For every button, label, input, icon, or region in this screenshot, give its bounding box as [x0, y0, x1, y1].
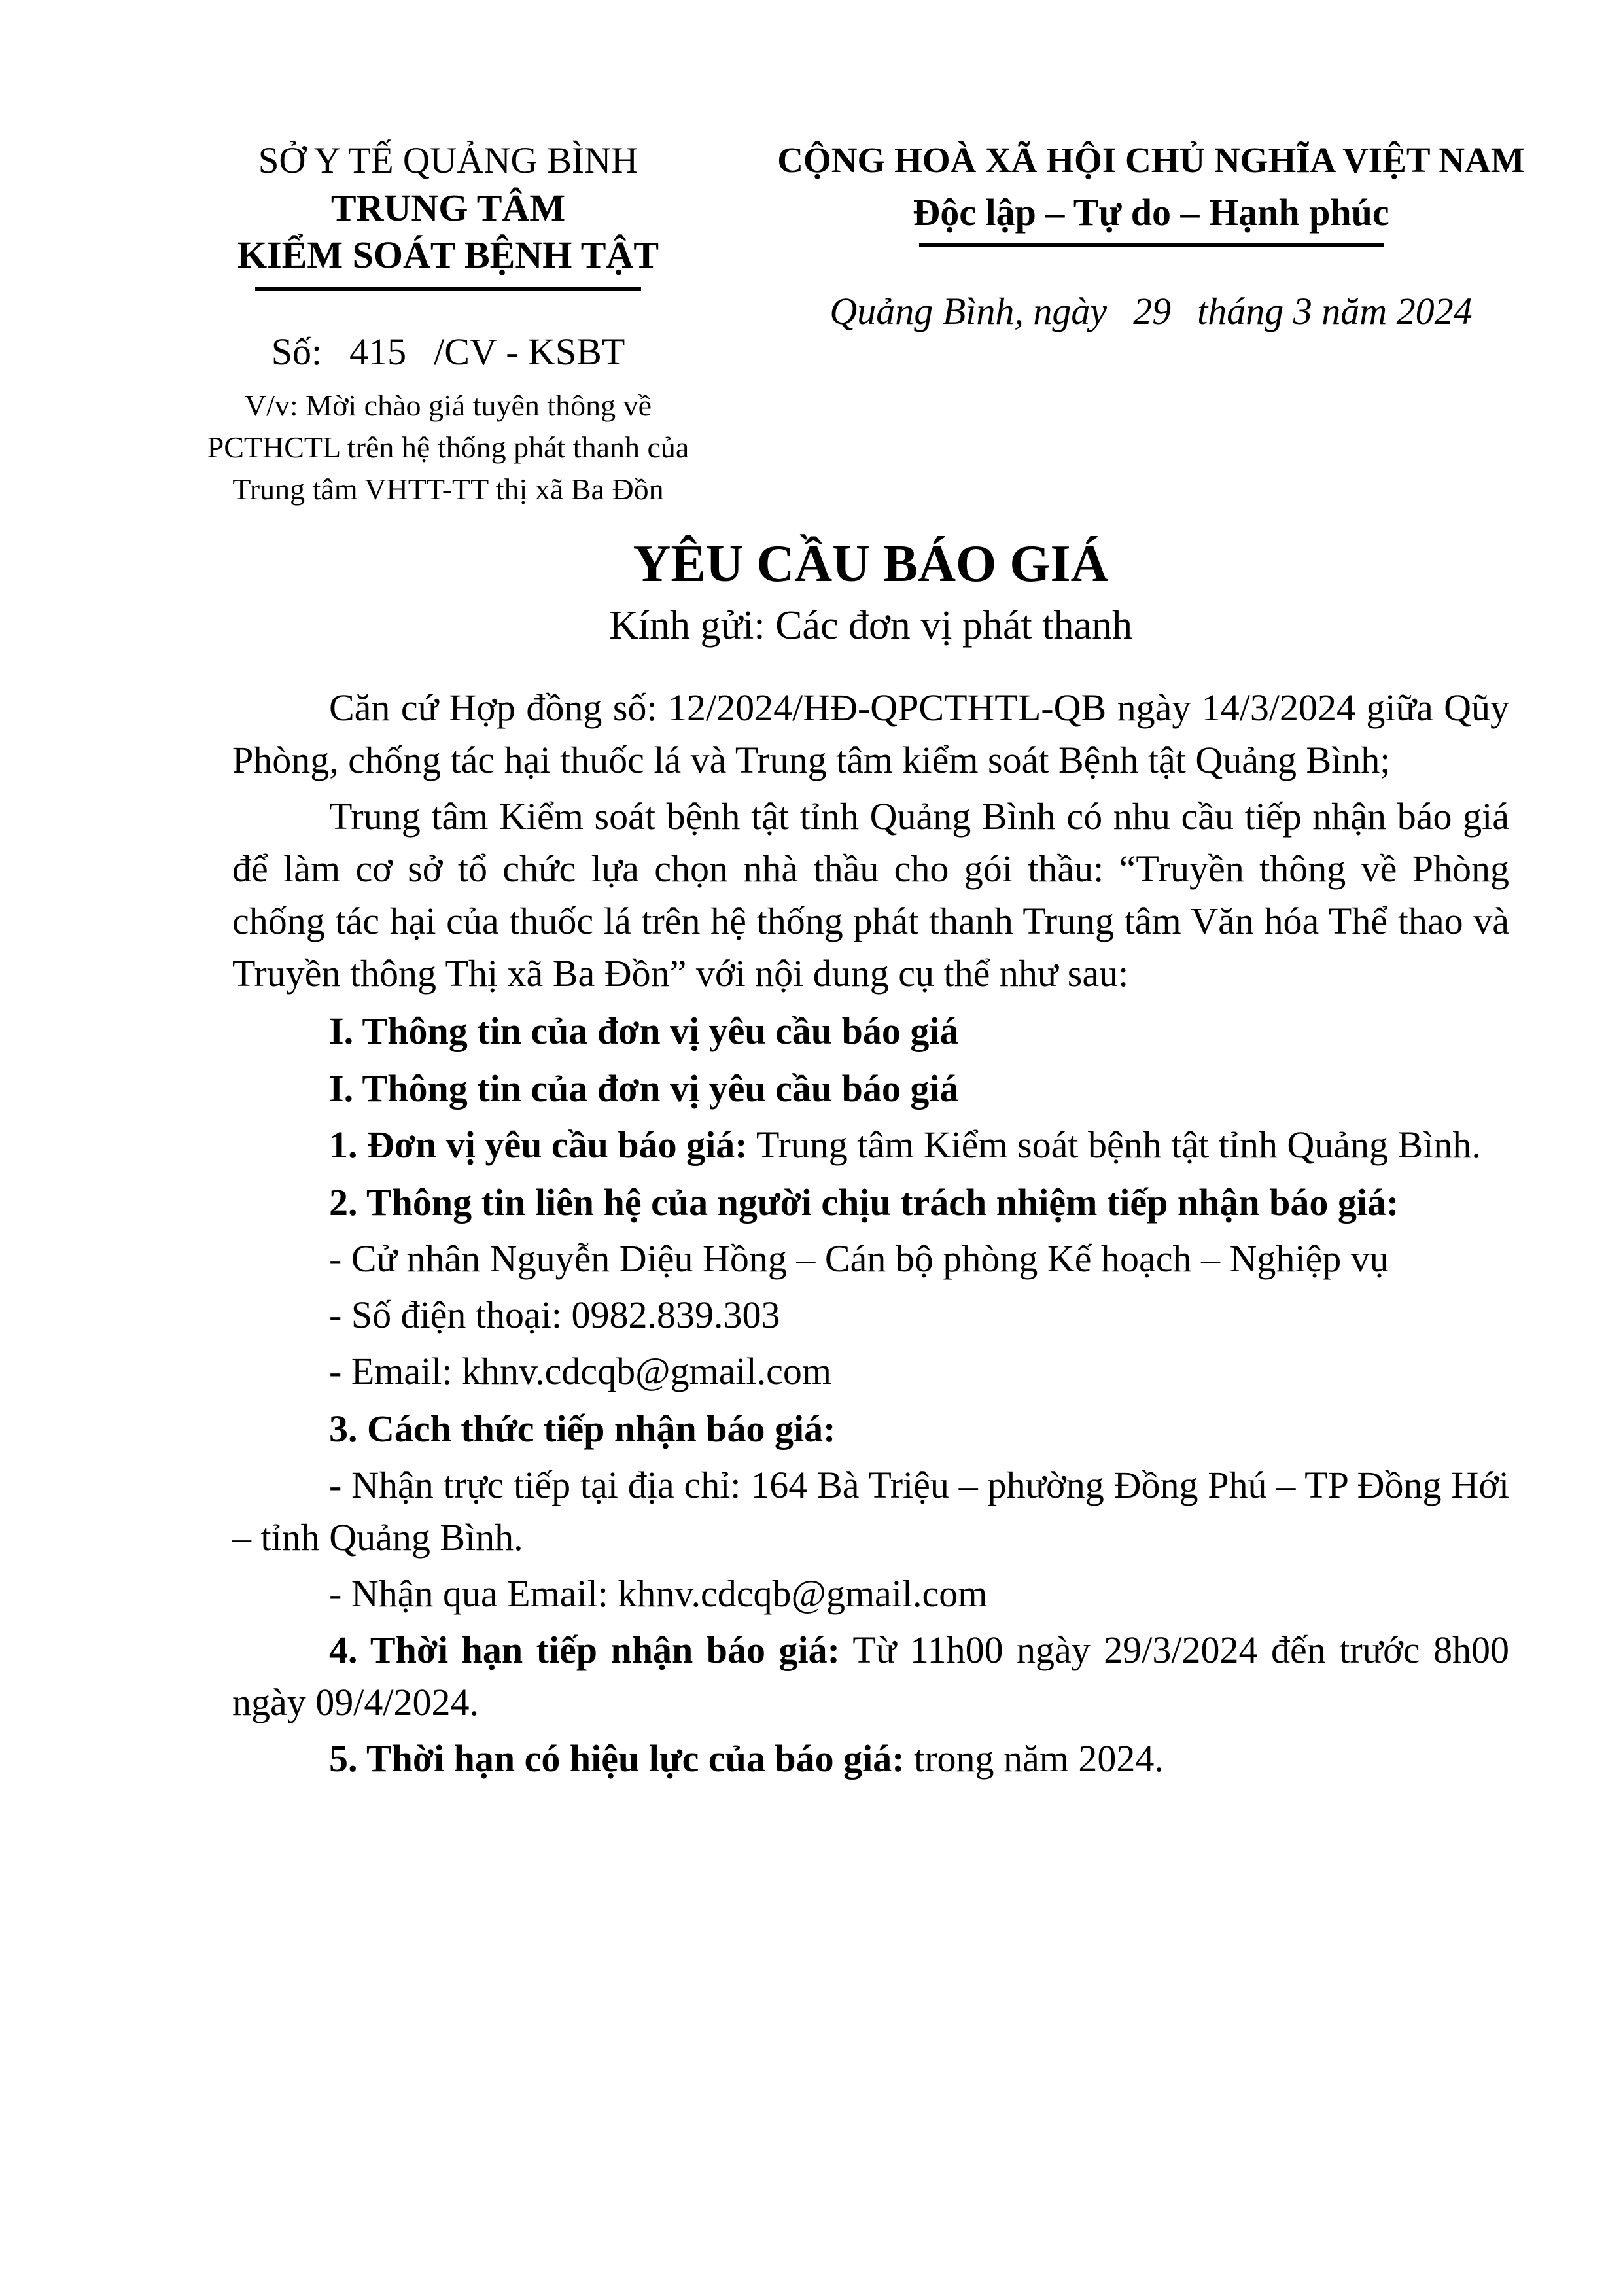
doc-number-value: 415	[349, 330, 407, 373]
item-validity-value: trong năm 2024.	[904, 1737, 1164, 1780]
motto-underline	[919, 243, 1384, 247]
item-validity	[232, 1733, 1509, 1785]
item-requesting-unit-label: 1. Đơn vị yêu cầu báo giá:	[329, 1123, 748, 1166]
section-heading-2: 2. Thông tin liên hệ của người chịu trách nhiệm tiếp nhận báo giá:	[329, 1181, 1399, 1224]
item-requesting-unit-value: Trung tâm Kiểm soát bệnh tật tỉnh Quảng Bình.	[747, 1123, 1481, 1166]
doc-subject	[196, 385, 700, 510]
item-deadline-label: 4. Thời hạn tiếp nhận báo giá:	[329, 1629, 840, 1671]
section-heading-1-duplicate: I. Thông tin của đơn vị yêu cầu báo giá	[329, 1067, 959, 1110]
item-requesting-unit	[232, 1119, 1509, 1171]
section-heading-1: I. Thông tin của đơn vị yêu cầu báo giá	[329, 1010, 959, 1052]
doc-number-label: Số:	[271, 330, 323, 373]
paragraph-intro: Trung tâm Kiểm soát bệnh tật tỉnh Quảng Bình có nhu cầu tiếp nhận báo giá để làm cơ sở tổ chức lựa chọn nhà thầu cho gói thầu: “Truyền thông về Phòng chống tác hại của thuốc lá trên hệ thống phát thanh Trung tâm Văn hóa Thể thao và Truyền thông Thị xã Ba Đồn” với nội dung cụ thể như sau:	[232, 795, 1509, 995]
org-name-line-1: TRUNG TÂM	[330, 186, 566, 229]
dateline	[727, 287, 1575, 336]
item-validity-label: 5. Thời hạn có hiệu lực của báo giá:	[329, 1737, 905, 1780]
section-heading-3: 3. Cách thức tiếp nhận báo giá:	[329, 1407, 836, 1450]
header-left	[196, 137, 700, 510]
doc-subject-line: Trung tâm VHTT-TT thị xã Ba Đồn	[232, 472, 664, 506]
national-motto: Độc lập – Tự do – Hạnh phúc	[913, 191, 1389, 234]
contact-email-line: - Email: khnv.cdcqb@gmail.com	[329, 1350, 832, 1392]
paragraph-legal-basis: Căn cứ Hợp đồng số: 12/2024/HĐ-QPCTHTL-QB ngày 14/3/2024 giữa Qũy Phòng, chống tác hại thuốc lá và Trung tâm kiểm soát Bệnh tật Quảng Bình;	[232, 686, 1509, 781]
method-direct-line: - Nhận trực tiếp tại địa chỉ: 164 Bà Triệu – phường Đồng Phú – TP Đồng Hới – tỉnh Quảng Bình.	[232, 1464, 1509, 1559]
contact-phone-line: - Số điện thoại: 0982.839.303	[329, 1294, 780, 1336]
doc-subject-line: PCTHCTL trên hệ thống phát thanh của	[207, 431, 689, 464]
document-title: YÊU CẦU BÁO GIÁ	[633, 535, 1109, 593]
org-underline	[255, 287, 641, 291]
item-deadline-value: Từ 11h00 ngày 29/3/2024 đến trước 8h00 ngày 09/4/2024.	[232, 1629, 1509, 1723]
org-name-line-2: KIỂM SOÁT BỆNH TẬT	[237, 234, 659, 276]
title-block	[232, 534, 1509, 650]
recipient-line: Kính gửi: Các đơn vị phát thanh	[609, 603, 1132, 648]
org-parent-name: SỞ Y TẾ QUẢNG BÌNH	[258, 140, 638, 181]
national-title: CỘNG HOÀ XÃ HỘI CHỦ NGHĨA VIỆT NAM	[777, 140, 1525, 180]
method-email-line: - Nhận qua Email: khnv.cdcqb@gmail.com	[329, 1572, 988, 1615]
dateline-suffix: tháng 3 năm 2024	[1197, 290, 1473, 332]
doc-subject-line: V/v: Mời chào giá tuyên thông về	[244, 389, 652, 422]
doc-number-suffix: /CV - KSBT	[434, 330, 625, 373]
dateline-day: 29	[1133, 290, 1172, 332]
contact-person-line: - Cử nhân Nguyễn Diệu Hồng – Cán bộ phòng Kế hoạch – Nghiệp vụ	[329, 1237, 1389, 1280]
document-body	[232, 682, 1509, 1789]
item-deadline	[232, 1624, 1509, 1729]
dateline-prefix: Quảng Bình, ngày	[829, 290, 1108, 332]
header-right	[727, 137, 1575, 336]
doc-number-line	[196, 328, 700, 376]
